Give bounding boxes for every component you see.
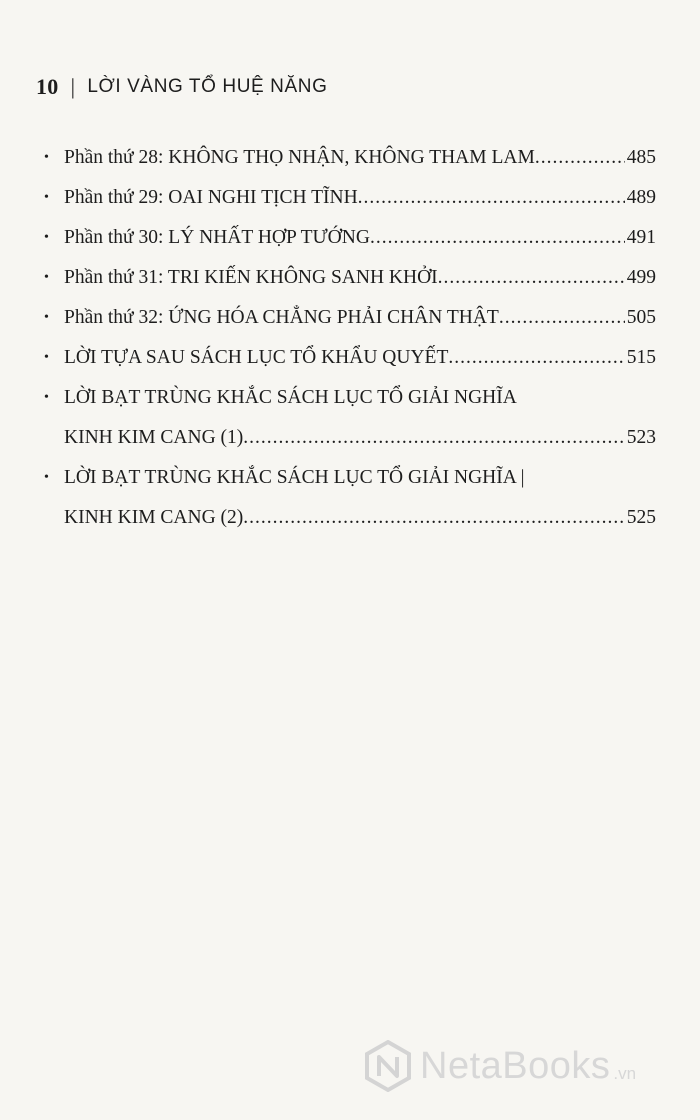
header-separator: | (70, 74, 76, 99)
watermark-tld: .vn (613, 1064, 637, 1083)
toc-entry (44, 138, 656, 178)
bullet-icon: • (44, 310, 49, 325)
toc-entry-title: LỜI BẠT TRÙNG KHẮC SÁCH LỤC TỔ GIẢI NGHĨA (64, 387, 517, 408)
toc-entry (44, 218, 656, 258)
toc-entry-title: KINH KIM CANG (2) (64, 507, 244, 528)
toc-entry-line (64, 178, 656, 218)
toc-entry (44, 338, 656, 378)
watermark-brand: NetaBooks (420, 1044, 611, 1087)
book-title: LỜI VÀNG TỔ HUỆ NĂNG (87, 76, 328, 97)
toc-entry-line (64, 338, 656, 378)
toc-entry-title: Phần thứ 30: LÝ NHẤT HỢP TƯỚNG (64, 227, 370, 248)
toc-entry-title: Phần thứ 28: KHÔNG THỌ NHẬN, KHÔNG THAM LAM (64, 147, 535, 168)
toc-page-number: 525 (626, 507, 656, 528)
toc-entry-line (64, 378, 656, 418)
toc-entry-line (64, 298, 656, 338)
page-header (36, 74, 327, 100)
toc-entry-line (64, 458, 656, 498)
toc-page-number: 523 (626, 427, 656, 448)
toc-entry (44, 378, 656, 458)
watermark (364, 1040, 636, 1092)
toc-page-number: 505 (626, 307, 656, 328)
bullet-icon: • (44, 230, 49, 245)
bleed-through-text (40, 560, 660, 601)
toc-entry-line (64, 138, 656, 178)
toc-entry (44, 178, 656, 218)
toc-entry-line (64, 498, 656, 538)
bullet-icon: • (44, 470, 49, 485)
netabooks-logo-icon (364, 1040, 412, 1092)
toc-entry (44, 258, 656, 298)
bullet-icon: • (44, 190, 49, 205)
dot-leader (448, 338, 624, 378)
toc-page-number: 499 (626, 267, 656, 288)
page-number: 10 (36, 74, 59, 99)
bullet-icon: • (44, 150, 49, 165)
dot-leader (535, 138, 625, 178)
toc-page-number: 489 (626, 187, 656, 208)
dot-leader (243, 498, 624, 538)
dot-leader (438, 258, 625, 298)
toc-entry (44, 298, 656, 338)
toc-entry-title: Phần thứ 31: TRI KIẾN KHÔNG SANH KHỞI (64, 267, 438, 288)
table-of-contents (44, 138, 656, 538)
toc-page-number: 485 (626, 147, 656, 168)
toc-entry (44, 458, 656, 538)
dot-leader (370, 218, 625, 258)
dot-leader (243, 418, 624, 458)
toc-entry-title: Phần thứ 29: OAI NGHI TỊCH TĨNH (64, 187, 358, 208)
toc-entry-title: Phần thứ 32: ỨNG HÓA CHẲNG PHẢI CHÂN THẬT (64, 307, 499, 328)
bullet-icon: • (44, 350, 49, 365)
bullet-icon: • (44, 390, 49, 405)
toc-entry-title: LỜI BẠT TRÙNG KHẮC SÁCH LỤC TỔ GIẢI NGHĨA | (64, 467, 525, 488)
toc-page-number: 491 (626, 227, 656, 248)
toc-entry-line (64, 258, 656, 298)
dot-leader (358, 178, 625, 218)
bullet-icon: • (44, 270, 49, 285)
toc-entry-title: LỜI TỰA SAU SÁCH LỤC TỔ KHẨU QUYẾT (64, 347, 449, 368)
dot-leader (499, 298, 625, 338)
toc-entry-line (64, 218, 656, 258)
toc-entry-title: KINH KIM CANG (1) (64, 427, 244, 448)
toc-entry-line (64, 418, 656, 458)
toc-page-number: 515 (626, 347, 656, 368)
